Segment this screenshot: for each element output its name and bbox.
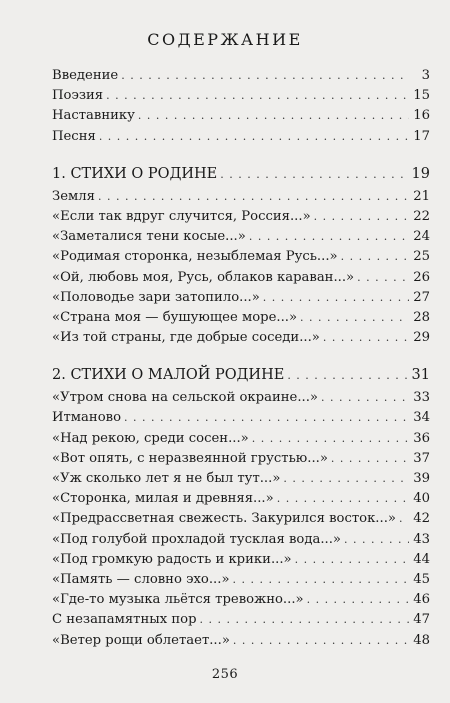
toc-entry-title: Итманово: [52, 410, 122, 426]
toc-entry: [52, 469, 430, 489]
toc-entry-title: «Родимая сторонка, незыблемая Русь...»: [52, 249, 338, 265]
toc-entry-title: «Где-то музыка льётся тревожно...»: [52, 592, 304, 608]
toc-entry-page: 46: [413, 592, 430, 608]
leader-dots: [295, 550, 409, 570]
toc-entry: [52, 268, 430, 288]
toc-entry-title: «Вот опять, с неразвеянной грустью...»: [52, 450, 328, 466]
leader-dots: [200, 610, 409, 630]
toc-entry: [52, 288, 430, 308]
toc-entry-title: Земля: [52, 188, 95, 204]
leader-dots: [341, 247, 409, 267]
toc-entry-page: 21: [413, 188, 430, 204]
toc-entry: [52, 530, 430, 550]
toc-entry: [52, 207, 430, 227]
toc-entry: [52, 227, 430, 247]
leader-dots: [249, 227, 409, 247]
leader-dots: [263, 288, 409, 308]
page-number: 256: [211, 667, 239, 682]
leader-dots: [138, 106, 409, 126]
section-heading-1: [52, 161, 430, 187]
toc-entry: [52, 570, 430, 590]
toc-entry: [52, 590, 430, 610]
leader-dots: [321, 388, 409, 408]
toc-entry: [52, 127, 430, 147]
spacer: [52, 348, 430, 354]
toc-entry-title: «Ой, любовь моя, Русь, облаков караван...»: [52, 269, 355, 285]
toc-entry: [52, 449, 430, 469]
toc-entry-page: 27: [413, 289, 430, 305]
section-heading-page: 19: [411, 165, 430, 182]
leader-dots: [323, 328, 409, 348]
toc-entry-title: «Заметалися тени косые...»: [52, 229, 246, 245]
toc-entry-title: «Предрассветная свежесть. Закурился восток...»: [52, 511, 396, 527]
toc-entry-title: «Над рекою, среди сосен...»: [52, 430, 249, 446]
toc-entry-title: «Ветер рощи облетает...»: [52, 632, 230, 648]
toc-entry-title: «Страна моя — бушующее море...»: [52, 309, 298, 325]
leader-dots: [331, 449, 409, 469]
section-heading-page: 31: [411, 367, 430, 384]
toc-entry-page: 3: [421, 68, 430, 83]
toc-entry-page: 25: [413, 249, 430, 265]
leader-dots: [300, 308, 409, 328]
toc-entry-page: 43: [413, 531, 430, 547]
leader-dots: [99, 127, 409, 147]
toc-entry-title: Наставнику: [52, 108, 135, 124]
toc-entry: [52, 187, 430, 207]
leader-dots: [357, 268, 409, 288]
toc-entry-title: «Под громкую радость и крики...»: [52, 551, 292, 567]
leader-dots: [307, 590, 409, 610]
toc-entry-title: «Из той страны, где добрые соседи...»: [52, 330, 320, 346]
toc-entry-title: «Уж сколько лет я не был тут...»: [52, 471, 281, 486]
toc-entry: [52, 106, 430, 126]
toc-entry: [52, 247, 430, 267]
toc-entry-page: 47: [413, 612, 430, 628]
leader-dots: [277, 489, 409, 509]
toc-entry: [52, 328, 430, 348]
toc-entry: [52, 66, 430, 86]
toc-entry-page: 36: [413, 430, 430, 446]
toc-entry-title: «Память — словно эхо...»: [52, 571, 230, 587]
toc-entry-title: «Если так вдруг случится, Россия...»: [52, 208, 311, 224]
toc-entry-page: 45: [413, 571, 430, 587]
toc-entry-page: 39: [413, 471, 430, 486]
intro-list: [52, 66, 430, 147]
page-title: СОДЕРЖАНИЕ: [147, 30, 303, 49]
leader-dots: [252, 429, 409, 449]
toc-entry: [52, 308, 430, 328]
toc-entry-title: «Под голубой прохладой тусклая вода...»: [52, 531, 341, 547]
toc-entry-title: Песня: [52, 128, 96, 144]
toc-entry-page: 15: [413, 88, 430, 104]
leader-dots: [121, 66, 409, 86]
toc-entry-title: «Сторонка, милая и древняя...»: [52, 491, 274, 507]
toc-entry-page: 40: [413, 491, 430, 507]
leader-dots: [233, 570, 409, 590]
toc-entry-title: С незапамятных пор: [52, 612, 197, 628]
toc-entry: [52, 610, 430, 630]
leader-dots: [344, 530, 409, 550]
leader-dots: [106, 86, 409, 106]
toc-entry-page: 24: [413, 229, 430, 245]
toc-entry-page: 33: [413, 390, 430, 406]
leader-dots: [233, 631, 409, 651]
spacer: [52, 147, 430, 153]
leader-dots: [287, 363, 408, 389]
section1-list: [52, 187, 430, 349]
toc-entry-title: Введение: [52, 68, 119, 83]
leader-dots: [283, 469, 409, 489]
table-of-contents: [52, 66, 430, 651]
toc-entry-page: 28: [413, 309, 430, 325]
toc-entry-title: Поэзия: [52, 88, 104, 104]
toc-entry-page: 22: [413, 208, 430, 224]
leader-dots: [124, 408, 409, 428]
toc-entry-page: 17: [413, 128, 430, 144]
toc-entry-title: «Утром снова на сельской окраине...»: [52, 390, 318, 406]
leader-dots: [98, 187, 409, 207]
toc-entry: [52, 631, 430, 651]
toc-entry: [52, 86, 430, 106]
toc-entry-page: 48: [413, 632, 430, 648]
leader-dots: [220, 162, 408, 188]
section-heading-label: 2. СТИХИ О МАЛОЙ РОДИНЕ: [52, 367, 285, 384]
toc-entry: [52, 550, 430, 570]
leader-dots: [399, 509, 409, 529]
leader-dots: [314, 207, 409, 227]
section-heading-2: [52, 362, 430, 388]
toc-entry: [52, 509, 430, 529]
toc-entry-page: 29: [413, 330, 430, 346]
toc-entry-title: «Половодье зари затопило...»: [52, 289, 260, 305]
toc-entry-page: 37: [413, 450, 430, 466]
section2-list: [52, 388, 430, 650]
toc-entry-page: 44: [413, 551, 430, 567]
section-heading-label: 1. СТИХИ О РОДИНЕ: [52, 165, 218, 182]
toc-entry: [52, 429, 430, 449]
toc-entry-page: 16: [413, 108, 430, 124]
toc-entry-page: 34: [413, 410, 430, 426]
toc-entry: [52, 408, 430, 428]
toc-entry-page: 26: [413, 269, 430, 285]
toc-entry: [52, 489, 430, 509]
toc-entry-page: 42: [413, 511, 430, 527]
toc-entry: [52, 388, 430, 408]
